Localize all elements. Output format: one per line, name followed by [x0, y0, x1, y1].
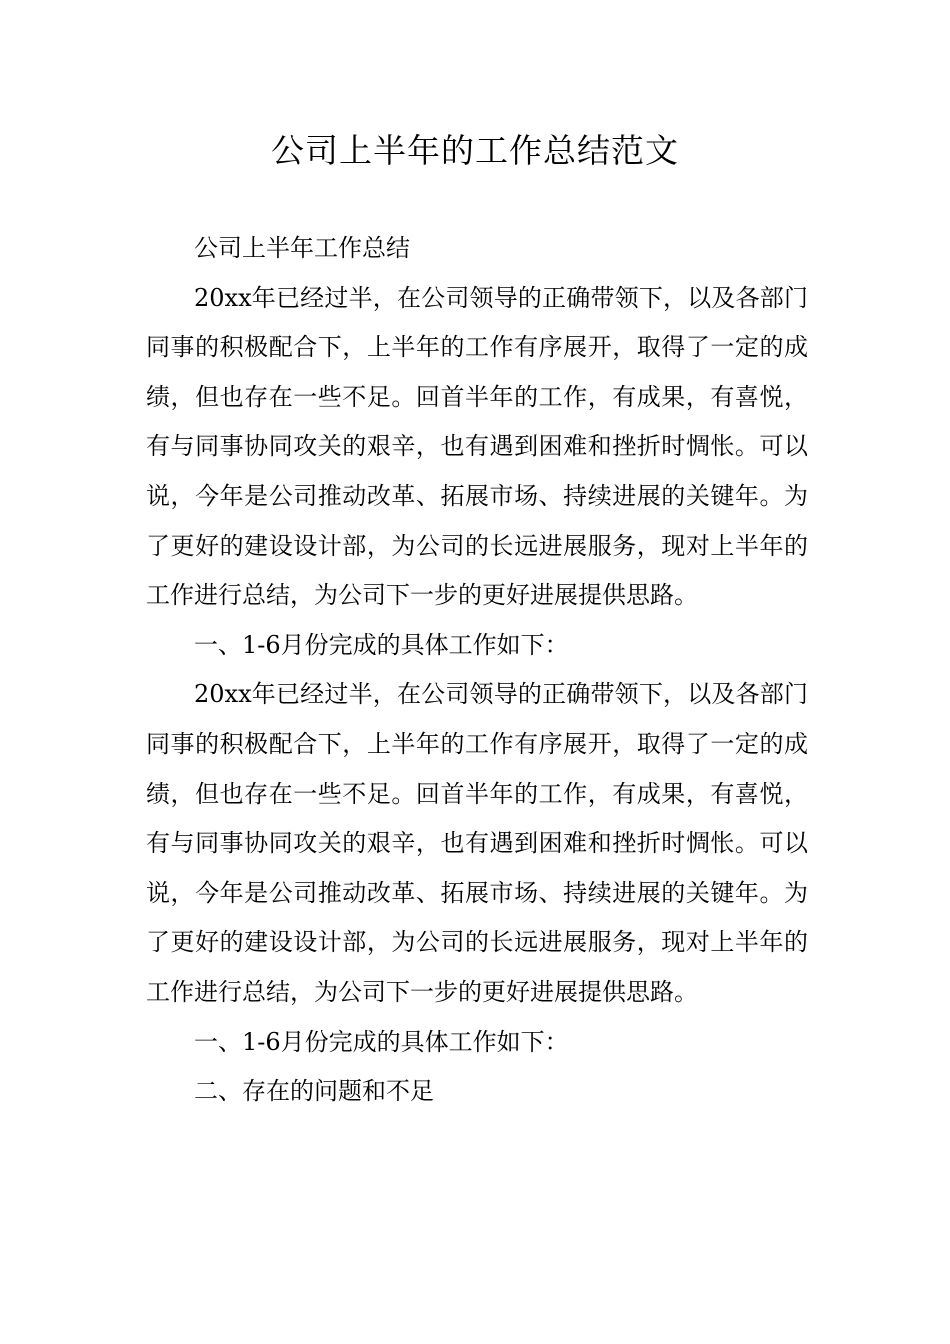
document-body [146, 224, 808, 1117]
section-heading-problems: 二、存在的问题和不足 [194, 1077, 434, 1106]
subtitle-paragraph: 公司上半年工作总结 [194, 234, 410, 262]
document-title: 公司上半年的工作总结范文 [271, 131, 679, 170]
intro-paragraph-repeat: 20xx年已经过半，在公司领导的正确带领下，以及各部门同事的积极配合下，上半年的工作有序展开，取得了一定的成绩，但也存在一些不足。回首半年的工作，有成果，有喜悦，有与同事协同攻关的艰辛，也有遇到困难和挫折时惆怅。可以说，今年是公司推动改革、拓展市场、持续进展的关键年。为了更好的建设设计部，为公司的长远进展服务，现对上半年的工作进行总结，为公司下一步的更好进展提供思路。 [146, 680, 808, 1006]
section-heading-completed-work-repeat: 一、1-6月份完成的具体工作如下： [194, 1027, 569, 1056]
intro-paragraph: 20xx年已经过半，在公司领导的正确带领下，以及各部门同事的积极配合下，上半年的工作有序展开，取得了一定的成绩，但也存在一些不足。回首半年的工作，有成果，有喜悦，有与同事协同攻关的艰辛，也有遇到困难和挫折时惆怅。可以说，今年是公司推动改革、拓展市场、持续进展的关键年。为了更好的建设设计部，为公司的长远进展服务，现对上半年的工作进行总结，为公司下一步的更好进展提供思路。 [146, 283, 808, 610]
section-heading-completed-work: 一、1-6月份完成的具体工作如下： [194, 630, 569, 659]
